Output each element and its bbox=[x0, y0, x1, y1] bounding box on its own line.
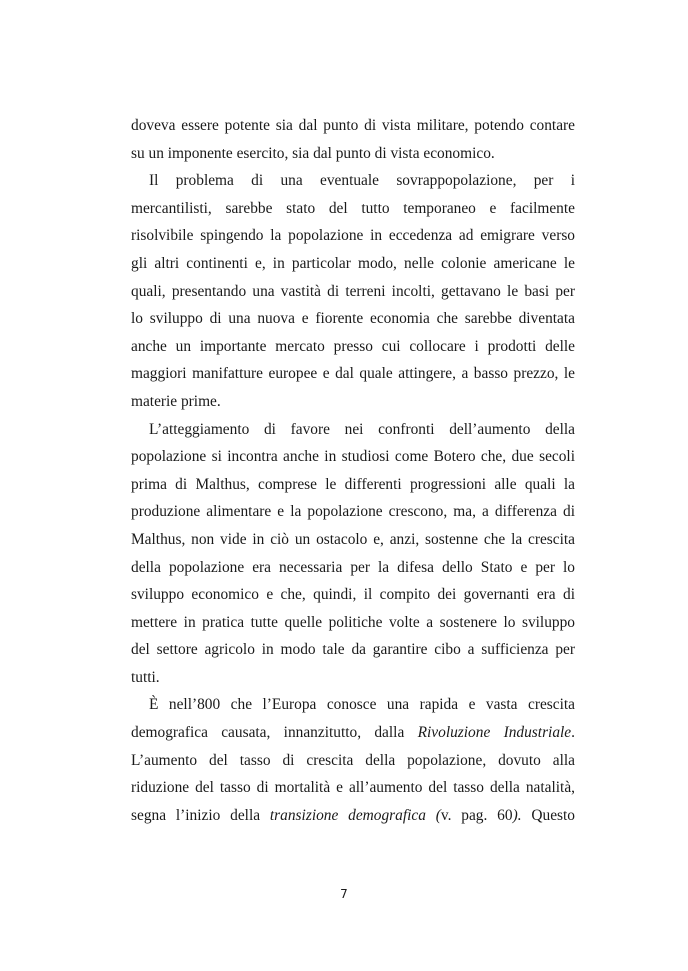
text-line: sviluppo economico e che, quindi, il compito dei governanti era di bbox=[131, 586, 575, 604]
document-body bbox=[131, 112, 575, 829]
text-line: L’atteggiamento di favore nei confronti dell’aumento della bbox=[149, 420, 575, 438]
text-line: gli altri continenti e, in particolar modo, nelle colonie americane le bbox=[131, 254, 575, 272]
paragraph-2 bbox=[131, 167, 575, 415]
text-line: popolazione si incontra anche in studiosi come Botero che, due secoli bbox=[131, 448, 575, 466]
emphasized-term: Rivoluzione Industriale bbox=[417, 724, 572, 742]
paragraph-1 bbox=[131, 112, 575, 167]
text-line: maggiori manifatture europee e dal quale attingere, a basso prezzo, le bbox=[131, 365, 575, 383]
text-line: mercantilisti, sarebbe stato del tutto temporaneo e facilmente bbox=[131, 199, 575, 217]
text-line: prima di Malthus, comprese le differenti progressioni alle quali la bbox=[131, 475, 575, 493]
emphasized-term: ). bbox=[512, 806, 522, 824]
text-line: quali, presentando una vastità di terreni incolti, gettavano le basi per bbox=[131, 282, 575, 300]
text-line: produzione alimentare e la popolazione crescono, ma, a differenza di bbox=[131, 503, 575, 521]
text-run: segna l’inizio della bbox=[131, 806, 270, 824]
text-line: L’aumento del tasso di crescita della popolazione, dovuto alla bbox=[131, 751, 575, 769]
text-line: della popolazione era necessaria per la difesa dello Stato e per lo bbox=[131, 558, 575, 576]
page-number: 7 bbox=[340, 887, 348, 901]
text-line: È nell’800 che l’Europa conosce una rapida e vasta crescita bbox=[149, 696, 575, 714]
text-line: Il problema di una eventuale sovrappopolazione, per i bbox=[149, 172, 575, 190]
paragraph-4 bbox=[131, 691, 575, 829]
text-line: anche un importante mercato presso cui collocare i prodotti delle bbox=[131, 337, 575, 355]
text-line: risolvibile spingendo la popolazione in eccedenza ad emigrare verso bbox=[131, 227, 575, 245]
text-line bbox=[131, 719, 575, 747]
page-reference: v. pag. 60 bbox=[440, 806, 513, 824]
text-run: Questo bbox=[521, 806, 575, 824]
text-line bbox=[131, 802, 575, 830]
text-line: del settore agricolo in modo tale da garantire cibo a sufficienza per bbox=[131, 641, 575, 659]
text-line: lo sviluppo di una nuova e fiorente economia che sarebbe diventata bbox=[131, 310, 575, 328]
emphasized-term: transizione demografica ( bbox=[269, 806, 441, 824]
text-line: doveva essere potente sia dal punto di vista militare, potendo contare bbox=[131, 117, 575, 134]
text-line: mettere in pratica tutte quelle politiche volte a sostenere lo sviluppo bbox=[131, 613, 575, 631]
text-line: Malthus, non vide in ciò un ostacolo e, anzi, sostenne che la crescita bbox=[131, 530, 575, 548]
text-run: . bbox=[571, 724, 575, 742]
text-line: su un imponente esercito, sia dal punto di vista economico. bbox=[131, 144, 495, 162]
text-line: riduzione del tasso di mortalità e all’aumento del tasso della natalità, bbox=[131, 779, 575, 797]
text-run: demografica causata, innanzitutto, dalla bbox=[131, 724, 418, 742]
text-line: tutti. bbox=[131, 668, 160, 686]
text-line: materie prime. bbox=[131, 392, 221, 410]
paragraph-3 bbox=[131, 416, 575, 692]
